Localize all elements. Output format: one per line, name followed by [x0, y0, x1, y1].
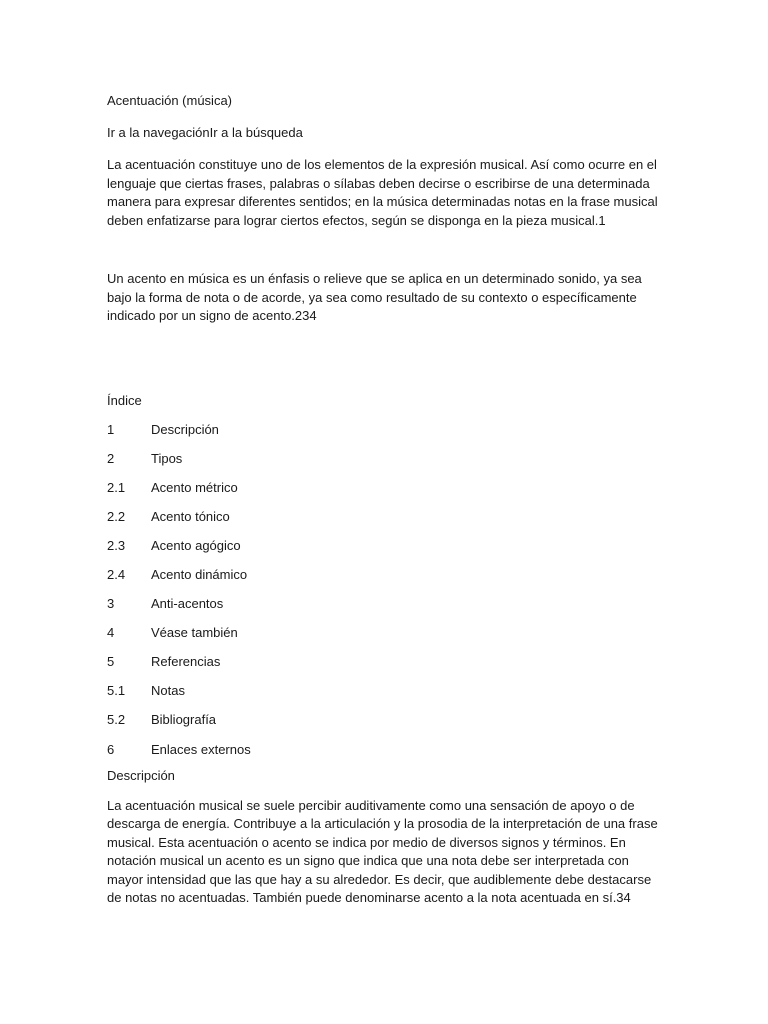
- toc-number: 2.4: [107, 566, 126, 582]
- toc-item: [107, 421, 667, 450]
- toc-number: 1: [107, 421, 115, 437]
- navigation-links: Ir a la navegaciónIr a la búsqueda: [107, 125, 303, 140]
- toc-label: Acento agógico: [151, 537, 241, 553]
- toc-label: Notas: [151, 683, 185, 699]
- toc-number: 2: [107, 450, 115, 466]
- toc-label: Tipos: [151, 450, 183, 466]
- document-page: [107, 92, 667, 908]
- toc-item: [107, 479, 667, 508]
- toc-number: 5: [107, 654, 115, 670]
- toc-number: 3: [107, 596, 115, 612]
- toc-number: 2.1: [107, 479, 126, 495]
- toc-item: [107, 537, 667, 566]
- toc-item: [107, 711, 667, 740]
- toc-item: [107, 450, 667, 479]
- toc-number: 6: [107, 741, 115, 757]
- intro-paragraph: La acentuación constituye uno de los elementos de la expresión musical. Así como ocurre en el lenguaje que ciertas frases, palabras o sílabas deben decirse o escribirse de una determinada manera para expresar diferentes sentidos; en la música determinadas notas en la frase musical deben enfatizarse para lograr ciertos efectos, según se disponga en la pieza musical.1: [107, 157, 658, 228]
- toc-item: [107, 653, 667, 682]
- table-of-contents: [107, 421, 667, 770]
- toc-label: Véase también: [151, 625, 238, 641]
- toc-item: [107, 682, 667, 711]
- section-heading-descripcion: Descripción: [107, 767, 175, 783]
- toc-label: Acento tónico: [151, 508, 230, 524]
- accent-definition-paragraph: Un acento en música es un énfasis o relieve que se aplica en un determinado sonido, ya sea bajo la forma de nota o de acorde, ya sea como resultado de su contexto o específicamente indicado por un signo de acento.234: [107, 271, 642, 323]
- toc-number: 4: [107, 625, 115, 641]
- index-title: Índice: [107, 392, 142, 408]
- toc-label: Enlaces externos: [151, 741, 251, 757]
- toc-label: Bibliografía: [151, 712, 217, 728]
- toc-label: Acento dinámico: [151, 566, 248, 582]
- toc-number: 2.2: [107, 508, 126, 524]
- toc-label: Acento métrico: [151, 479, 238, 495]
- toc-number: 5.2: [107, 712, 126, 728]
- toc-item: [107, 566, 667, 595]
- document-title: Acentuación (música): [107, 93, 232, 108]
- toc-label: Anti-acentos: [151, 596, 224, 612]
- toc-label: Descripción: [151, 421, 219, 437]
- toc-item: [107, 624, 667, 653]
- toc-number: 5.1: [107, 683, 126, 699]
- toc-item: [107, 508, 667, 537]
- toc-label: Referencias: [151, 654, 221, 670]
- toc-item: [107, 595, 667, 624]
- toc-number: 2.3: [107, 537, 126, 553]
- description-paragraph: La acentuación musical se suele percibir auditivamente como una sensación de apoyo o de descarga de energía. Contribuye a la articulación y la prosodia de la interpretación de una frase musical. Esta acentuación o acento se indica por medio de diversos signos y términos. En notación musical un acento es un signo que indica que una nota debe ser interpretada con mayor intensidad que las que hay a su alrededor. Es decir, que audiblemente debe destacarse de notas no acentuadas. También puede denominarse acento a la nota acentuada en sí.34: [107, 797, 658, 906]
- toc-item: [107, 741, 667, 770]
